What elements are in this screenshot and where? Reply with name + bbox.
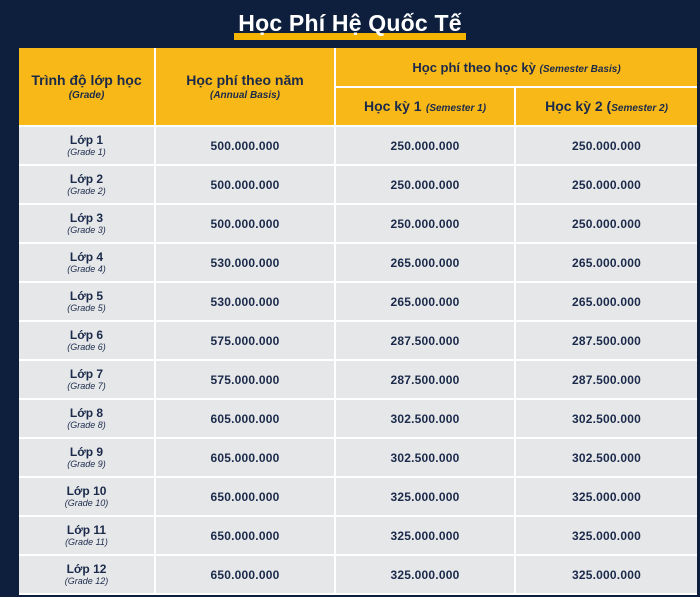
table-header	[19, 48, 697, 127]
annual-fee-cell	[156, 439, 336, 478]
table-row	[19, 361, 697, 400]
table-row	[19, 478, 697, 517]
header-semester-sub: (Semester Basis)	[539, 63, 621, 75]
annual-fee-cell	[156, 244, 336, 283]
annual-fee: 605.000.000	[210, 411, 280, 426]
sem1-fee-cell	[336, 127, 516, 166]
header-sem1-sub: (Semester 1)	[426, 102, 487, 114]
sem1-fee-cell	[336, 322, 516, 361]
sem1-fee-cell	[336, 283, 516, 322]
sem2-fee: 250.000.000	[572, 216, 641, 231]
header-grade	[19, 48, 156, 127]
annual-fee: 650.000.000	[210, 528, 280, 543]
grade-label: Lớp 7	[69, 366, 104, 381]
grade-cell	[19, 478, 156, 517]
grade-cell	[19, 166, 156, 205]
sem2-fee-cell	[516, 283, 697, 322]
annual-fee-cell	[156, 205, 336, 244]
sem1-fee: 250.000.000	[390, 177, 460, 192]
grade-cell	[19, 439, 156, 478]
sem2-fee-cell	[516, 517, 697, 556]
sem1-fee: 265.000.000	[390, 294, 460, 309]
sem1-fee: 325.000.000	[390, 567, 460, 582]
grade-cell	[19, 127, 156, 166]
sem2-fee-cell	[516, 322, 697, 361]
header-sem2-sub: Semester 2)	[611, 102, 668, 114]
tuition-table-container	[19, 48, 697, 593]
sem2-fee: 250.000.000	[572, 177, 641, 192]
header-grade-sub: (Grade)	[68, 90, 105, 101]
annual-fee: 575.000.000	[210, 333, 280, 348]
sem1-fee: 325.000.000	[390, 489, 460, 504]
grade-label-en: (Grade 7)	[67, 380, 106, 391]
table-row	[19, 400, 697, 439]
table-row	[19, 166, 697, 205]
sem1-fee-cell	[336, 166, 516, 205]
sem2-fee: 287.500.000	[572, 372, 641, 387]
sem1-fee: 250.000.000	[390, 138, 460, 153]
tuition-table	[19, 48, 697, 595]
page-title-text: Học Phí Hệ Quốc Tế	[238, 9, 462, 36]
table-row	[19, 283, 697, 322]
sem1-fee: 325.000.000	[390, 528, 460, 543]
grade-label-en: (Grade 11)	[65, 536, 108, 547]
header-sem2-label: Học kỳ 2 (	[545, 97, 612, 114]
sem2-fee-cell	[516, 244, 697, 283]
annual-fee-cell	[156, 127, 336, 166]
sem1-fee: 265.000.000	[390, 255, 460, 270]
grade-label: Lớp 2	[69, 171, 104, 186]
sem2-fee: 325.000.000	[572, 528, 641, 543]
sem2-fee-cell	[516, 361, 697, 400]
annual-fee: 650.000.000	[210, 489, 280, 504]
annual-fee-cell	[156, 478, 336, 517]
grade-cell	[19, 361, 156, 400]
grade-label-en: (Grade 4)	[67, 263, 106, 274]
annual-fee: 530.000.000	[210, 294, 280, 309]
sem2-fee: 265.000.000	[572, 294, 641, 309]
header-sem2	[516, 88, 697, 127]
sem1-fee: 287.500.000	[390, 333, 460, 348]
table-row	[19, 322, 697, 361]
grade-label: Lớp 11	[66, 522, 107, 537]
sem2-fee: 265.000.000	[572, 255, 641, 270]
sem1-fee: 250.000.000	[390, 216, 460, 231]
annual-fee: 530.000.000	[210, 255, 280, 270]
annual-fee: 500.000.000	[210, 216, 280, 231]
grade-label: Lớp 1	[69, 132, 104, 147]
grade-cell	[19, 322, 156, 361]
annual-fee: 500.000.000	[210, 177, 280, 192]
sem1-fee-cell	[336, 556, 516, 595]
sem2-fee-cell	[516, 205, 697, 244]
sem1-fee-cell	[336, 361, 516, 400]
grade-label: Lớp 3	[69, 210, 104, 225]
header-sem1-label: Học kỳ 1	[363, 97, 422, 114]
grade-label: Lớp 6	[69, 327, 104, 342]
sem2-fee: 250.000.000	[572, 138, 641, 153]
sem2-fee-cell	[516, 166, 697, 205]
sem1-fee-cell	[336, 205, 516, 244]
grade-label-en: (Grade 6)	[67, 341, 106, 352]
page-title	[234, 10, 465, 37]
annual-fee-cell	[156, 556, 336, 595]
header-grade-label: Trình độ lớp học	[31, 72, 142, 88]
grade-label-en: (Grade 2)	[67, 185, 106, 196]
grade-label: Lớp 5	[69, 288, 104, 303]
table-row	[19, 556, 697, 595]
grade-cell	[19, 556, 156, 595]
grade-label-en: (Grade 8)	[67, 419, 106, 430]
table-row	[19, 244, 697, 283]
sem2-fee: 302.500.000	[572, 450, 641, 465]
grade-cell	[19, 244, 156, 283]
sem2-fee: 325.000.000	[572, 489, 641, 504]
annual-fee: 500.000.000	[210, 138, 280, 153]
grade-label-en: (Grade 9)	[67, 458, 106, 469]
grade-label-en: (Grade 1)	[67, 146, 106, 157]
sem1-fee: 302.500.000	[390, 411, 460, 426]
header-sem1	[336, 88, 516, 127]
grade-label-en: (Grade 10)	[64, 497, 109, 508]
sem1-fee: 302.500.000	[390, 450, 460, 465]
header-annual	[156, 48, 336, 127]
grade-label: Lớp 10	[66, 483, 107, 498]
header-annual-label: Học phí theo năm	[186, 72, 304, 88]
sem2-fee-cell	[516, 439, 697, 478]
annual-fee: 605.000.000	[210, 450, 280, 465]
annual-fee: 575.000.000	[210, 372, 280, 387]
grade-label: Lớp 12	[66, 561, 107, 576]
annual-fee-cell	[156, 166, 336, 205]
sem2-fee-cell	[516, 400, 697, 439]
grade-cell	[19, 205, 156, 244]
header-semester	[336, 48, 697, 88]
header-row-1	[19, 48, 697, 88]
sem2-fee-cell	[516, 478, 697, 517]
grade-label: Lớp 4	[69, 249, 104, 264]
table-body	[19, 127, 697, 595]
sem1-fee-cell	[336, 478, 516, 517]
sem2-fee: 325.000.000	[572, 567, 641, 582]
sem1-fee-cell	[336, 517, 516, 556]
grade-cell	[19, 517, 156, 556]
grade-label-en: (Grade 12)	[64, 575, 109, 586]
grade-label: Lớp 8	[69, 405, 104, 420]
table-row	[19, 517, 697, 556]
header-semester-label: Học phí theo học kỳ	[412, 59, 536, 75]
annual-fee-cell	[156, 361, 336, 400]
sem2-fee-cell	[516, 127, 697, 166]
sem1-fee-cell	[336, 244, 516, 283]
header-annual-sub: (Annual Basis)	[209, 90, 280, 101]
annual-fee-cell	[156, 322, 336, 361]
grade-cell	[19, 283, 156, 322]
annual-fee: 650.000.000	[210, 567, 280, 582]
sem1-fee-cell	[336, 439, 516, 478]
sem1-fee: 287.500.000	[390, 372, 460, 387]
grade-label: Lớp 9	[69, 444, 104, 459]
table-row	[19, 127, 697, 166]
sem2-fee-cell	[516, 556, 697, 595]
sem2-fee: 302.500.000	[572, 411, 641, 426]
annual-fee-cell	[156, 517, 336, 556]
grade-label-en: (Grade 3)	[67, 224, 106, 235]
annual-fee-cell	[156, 400, 336, 439]
grade-label-en: (Grade 5)	[67, 302, 106, 313]
annual-fee-cell	[156, 283, 336, 322]
table-row	[19, 205, 697, 244]
sem1-fee-cell	[336, 400, 516, 439]
sem2-fee: 287.500.000	[572, 333, 641, 348]
grade-cell	[19, 400, 156, 439]
table-row	[19, 439, 697, 478]
title-bar	[0, 0, 700, 46]
